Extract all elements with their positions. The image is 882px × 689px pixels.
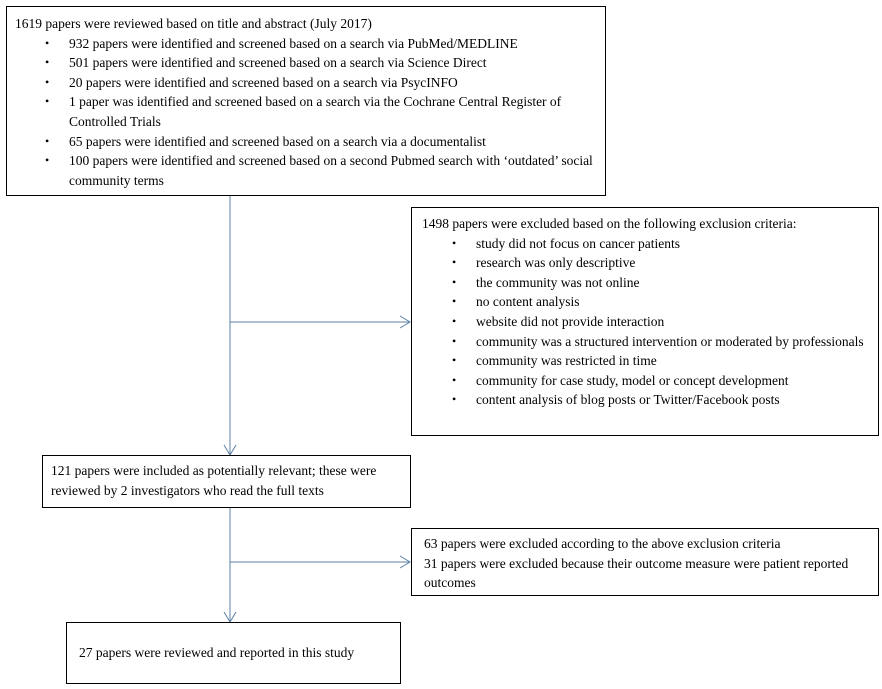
exclusion-criteria-list (422, 234, 878, 410)
excluded-second-line: 63 papers were excluded according to the above exclusion criteria (424, 536, 781, 551)
bullet-icon: • (45, 133, 50, 148)
list-item: • 20 papers were identified and screened based on a search via PsycINFO (15, 73, 605, 93)
list-item: • the community was not online (422, 273, 878, 293)
bullet-icon: • (452, 313, 457, 328)
bullet-icon: • (45, 153, 50, 168)
bullet-icon: • (452, 274, 457, 289)
bullet-icon: • (45, 35, 50, 50)
arrow-group (224, 196, 410, 622)
excluded-first-title: 1498 papers were excluded based on the following exclusion criteria: (422, 216, 797, 231)
excluded-second-line: 31 papers were excluded because their outcome measure were patient reported outcomes (424, 555, 849, 591)
list-item: • 932 papers were identified and screened based on a search via PubMed/MEDLINE (15, 34, 605, 54)
records-sources-list (15, 34, 605, 191)
bullet-icon: • (45, 94, 50, 109)
list-item: • 100 papers were identified and screened based on a second Pubmed search with ‘outdated’ social community terms (45, 153, 593, 188)
bullet-icon: • (452, 333, 457, 348)
list-item: • study did not focus on cancer patients (422, 234, 878, 254)
list-item: • community was a structured intervention or moderated by professionals (422, 332, 878, 352)
list-item: • community for case study, model or concept development (422, 371, 878, 391)
included-studies-box (66, 622, 401, 684)
list-item: • community was restricted in time (422, 351, 878, 371)
list-item: • website did not provide interaction (422, 312, 878, 332)
bullet-icon: • (452, 255, 457, 270)
list-item: • 1 paper was identified and screened based on a search via the Cochrane Central Register of Controlled Trials (45, 94, 562, 129)
list-item: • research was only descriptive (422, 253, 878, 273)
list-item: • content analysis of blog posts or Twitter/Facebook posts (422, 390, 878, 410)
bullet-icon: • (45, 74, 50, 89)
bullet-icon: • (452, 372, 457, 387)
records-identified-box (6, 6, 606, 196)
bullet-icon: • (452, 235, 457, 250)
bullet-icon: • (452, 392, 457, 407)
included-studies-text: 27 papers were reviewed and reported in this study (79, 645, 355, 660)
list-item: • 65 papers were identified and screened based on a search via a documentalist (15, 132, 605, 152)
bullet-icon: • (452, 294, 457, 309)
full-text-review-box (42, 455, 411, 508)
excluded-first-box (411, 207, 879, 436)
list-item: • no content analysis (422, 292, 878, 312)
full-text-review-text: 121 papers were included as potentially relevant; these were reviewed by 2 investigators who read the full texts (51, 463, 377, 498)
list-item: • 501 papers were identified and screened based on a search via Science Direct (15, 53, 605, 73)
bullet-icon: • (452, 353, 457, 368)
excluded-second-box (411, 528, 879, 596)
bullet-icon: • (45, 55, 50, 70)
records-title: 1619 papers were reviewed based on title and abstract (July 2017) (15, 16, 372, 31)
